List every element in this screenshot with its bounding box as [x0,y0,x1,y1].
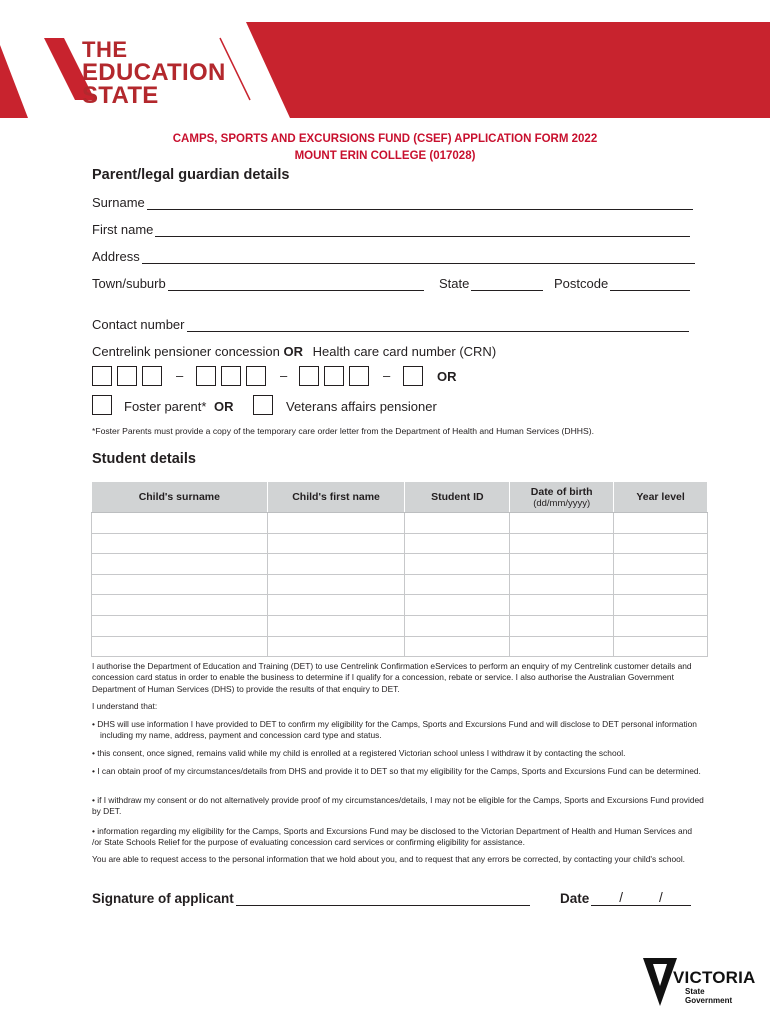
student-heading: Student details [92,451,196,467]
consent-bullet-2: • this consent, once signed, remains valid while my child is enrolled at a registered Victorian school unless I withdraw it by contacting the school. [92,748,626,758]
table-cell[interactable] [405,615,510,636]
logo-line-1: THE [82,37,128,62]
table-cell[interactable] [614,595,708,616]
crn-box-7[interactable] [299,366,319,386]
table-cell[interactable] [510,615,614,636]
table-cell[interactable] [92,574,268,595]
table-row [92,574,708,595]
crn-box-1[interactable] [92,366,112,386]
crn-box-5[interactable] [221,366,241,386]
table-cell[interactable] [92,513,268,534]
table-cell[interactable] [405,533,510,554]
col-student-id: Student ID [405,482,510,513]
table-cell[interactable] [614,574,708,595]
postcode-input-line[interactable] [610,278,690,291]
state-government-text [685,987,732,1005]
state-label: State [439,276,470,291]
table-cell[interactable] [267,533,405,554]
col-date-of-birth [510,482,614,513]
table-cell[interactable] [510,636,614,657]
crn-box-4[interactable] [196,366,216,386]
table-cell[interactable] [510,513,614,534]
foster-checkbox[interactable] [92,395,112,415]
crn-dash-3: – [383,368,391,383]
foster-label: Foster parent* [124,399,207,414]
date-slash-2: / [659,890,663,905]
victoria-wordmark: VICTORIA [673,968,756,987]
table-cell[interactable] [405,636,510,657]
surname-field[interactable] [92,195,693,210]
table-cell[interactable] [92,533,268,554]
postcode-field[interactable] [554,276,690,291]
table-row [92,554,708,575]
table-cell[interactable] [510,595,614,616]
date-field[interactable] [560,891,691,906]
signature-field[interactable] [92,891,530,906]
crn-box-8[interactable] [324,366,344,386]
first-name-input-line[interactable] [155,224,690,237]
signature-label: Signature of applicant [92,891,234,906]
table-cell[interactable] [267,513,405,534]
veterans-checkbox[interactable] [253,395,273,415]
student-table [91,481,708,657]
table-row [92,595,708,616]
consent-bullet-1: • DHS will use information I have provided to DET to confirm my eligibility for the Camps, Sports and Excursions Fund and will disclose to DET personal information including my name, address, payment and concession card type and status. [92,719,697,741]
guardian-heading: Parent/legal guardian details [92,167,290,183]
table-cell[interactable] [92,554,268,575]
table-cell[interactable] [614,636,708,657]
surname-input-line[interactable] [147,197,693,210]
victoria-government-logo [643,958,756,1008]
contact-field[interactable] [92,317,689,332]
table-cell[interactable] [405,574,510,595]
consent-paragraph-3: You are able to request access to the personal information that we hold about you, and to request that any errors be corrected, by contacting your child's school. [92,854,686,864]
crn-box-9[interactable] [349,366,369,386]
crn-dash-2: – [280,368,288,383]
town-input-line[interactable] [168,278,424,291]
government-text: Government [685,996,733,1005]
table-cell[interactable] [614,513,708,534]
table-cell[interactable] [614,615,708,636]
consent-bullet-3: • I can obtain proof of my circumstances/details from DHS and provide it to DET so that my eligibility for the Camps, Sports and Excursions Fund can be determined. [92,766,701,776]
date-label: Date [560,891,590,906]
table-row [92,615,708,636]
first-name-label: First name [92,222,154,237]
dob-label: Date of birth [530,485,593,498]
concession-label: Centrelink pensioner concession [92,344,280,359]
consent-bullet-5: • information regarding my eligibility for the Camps, Sports and Excursions Fund may be disclosed to the Victorian Department of Health and Human Services and /or State Schools Relief for the purpose of evaluating concession card services or confirming eligibility for assistance. [92,826,693,848]
address-input-line[interactable] [142,251,695,264]
table-cell[interactable] [510,574,614,595]
logo-line-2: EDUCATION [82,59,226,86]
crn-box-6[interactable] [246,366,266,386]
table-cell[interactable] [267,574,405,595]
health-card-label: Health care card number (CRN) [312,344,497,359]
crn-dash-1: – [176,368,184,383]
concession-row [92,344,496,359]
postcode-label: Postcode [554,276,609,291]
address-label: Address [92,249,140,264]
town-label: Town/suburb [92,276,166,291]
table-row [92,513,708,534]
contact-input-line[interactable] [187,319,689,332]
dob-format: (dd/mm/yyyy) [533,497,591,509]
or-label-1: OR [283,344,304,359]
col-child-surname: Child's surname [92,482,268,513]
consent-bullet-4: • if I withdraw my consent or do not alternatively provide proof of my circumstances/details, I may not be eligible for the Camps, Sports and Excursions Fund provided by DET. [92,795,704,817]
table-cell[interactable] [614,554,708,575]
table-cell[interactable] [92,636,268,657]
table-cell[interactable] [510,533,614,554]
table-cell[interactable] [267,636,405,657]
table-cell[interactable] [405,595,510,616]
or-label-3: OR [214,399,234,414]
foster-row [124,399,234,414]
table-row [92,533,708,554]
table-row [92,636,708,657]
state-text: State [685,987,705,996]
education-state-logo [82,38,226,107]
consent-paragraph-2: I understand that: [92,701,158,711]
state-field[interactable] [439,276,543,291]
col-child-first-name: Child's first name [267,482,405,513]
crn-box-3[interactable] [142,366,162,386]
date-slash-1: / [619,890,624,905]
school-name: MOUNT ERIN COLLEGE (017028) [294,150,476,162]
table-cell[interactable] [267,615,405,636]
contact-label: Contact number [92,317,185,332]
table-cell[interactable] [405,513,510,534]
address-field[interactable] [92,249,695,264]
state-input-line[interactable] [471,278,543,291]
veterans-label: Veterans affairs pensioner [286,399,437,414]
logo-line-3: STATE [82,82,159,109]
col-year-level: Year level [614,482,708,513]
table-cell[interactable] [510,554,614,575]
table-cell[interactable] [614,533,708,554]
table-cell[interactable] [267,554,405,575]
table-cell[interactable] [405,554,510,575]
signature-line[interactable] [236,892,530,906]
victoria-shield-icon [643,958,677,1006]
student-table-body [92,513,708,657]
crn-box-2[interactable] [117,366,137,386]
or-label-2: OR [437,369,457,384]
surname-label: Surname [92,195,145,210]
foster-note: *Foster Parents must provide a copy of the temporary care order letter from the Department of Health and Human Services (DHHS). [92,426,594,436]
town-field[interactable] [92,276,424,291]
table-cell[interactable] [92,615,268,636]
date-line[interactable] [591,891,691,906]
table-cell[interactable] [92,595,268,616]
table-cell[interactable] [267,595,405,616]
crn-box-10[interactable] [403,366,423,386]
consent-paragraph-1: I authorise the Department of Education and Training (DET) to use Centrelink Confirmation eServices to perform an enquiry of my Centrelink customer details and concession card status in order to enable the business to determine if I qualify for a concession, rebate or service. I also authorise the Australian Government Department of Human Services (DHS) to provide the results of that enquiry to DET. [92,661,692,694]
first-name-field[interactable] [92,222,690,237]
form-title: CAMPS, SPORTS AND EXCURSIONS FUND (CSEF) APPLICATION FORM 2022 [172,133,598,145]
student-table-header [92,482,708,513]
